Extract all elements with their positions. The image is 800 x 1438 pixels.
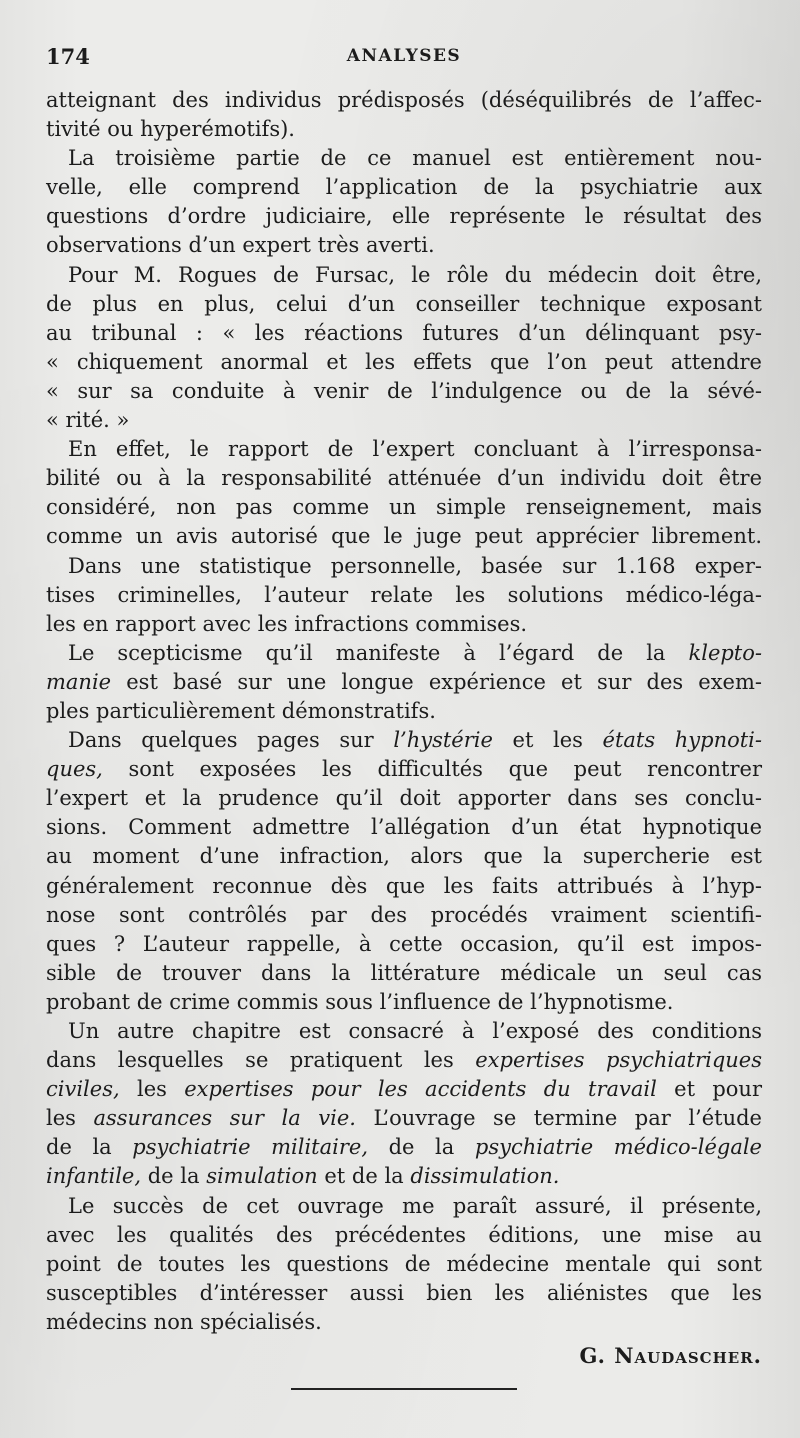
- text-line: « sur sa conduite à venir de l’indulgence ou de la sévé-: [46, 378, 762, 403]
- text-line: questions d’ordre judiciaire, elle représente le résultat des: [46, 204, 762, 229]
- text-line: bilité ou à la responsabilité atténuée d’un individu doit être: [46, 466, 762, 491]
- text-line: observations d’un expert très averti.: [46, 233, 435, 258]
- text-line: considéré, non pas comme un simple renseignement, mais: [46, 495, 762, 520]
- text-line: Pour M. Rogues de Fursac, le rôle du médecin doit être,: [68, 262, 762, 287]
- text-line: point de toutes les questions de médecine mentale qui sont: [46, 1251, 762, 1276]
- running-head: ANALYSES: [346, 46, 462, 66]
- text-line: « rité. »: [46, 408, 130, 433]
- text-line: infantile, de la simulation et de la dissimulation.: [46, 1164, 560, 1189]
- text-line: généralement reconnue dès que les faits attribués à l’hyp-: [46, 873, 762, 898]
- text-line: Le scepticisme qu’il manifeste à l’égard de la klepto-: [68, 640, 762, 665]
- text-line: ques ? L’auteur rappelle, à cette occasion, qu’il est impos-: [46, 931, 762, 956]
- text-line: avec les qualités des précédentes éditions, une mise au: [46, 1222, 762, 1247]
- text-line: Dans quelques pages sur l’hystérie et les états hypnoti-: [68, 728, 762, 753]
- text-line: de la psychiatrie militaire, de la psychiatrie médico-légale: [46, 1135, 762, 1160]
- end-rule: [291, 1388, 517, 1390]
- text-line: susceptibles d’intéresser aussi bien les aliénistes que les: [46, 1280, 762, 1305]
- text-line: les assurances sur la vie. L’ouvrage se termine par l’étude: [46, 1106, 762, 1131]
- article-body: [46, 86, 762, 1371]
- text-line: comme un avis autorisé que le juge peut apprécier librement.: [46, 524, 762, 549]
- text-line: manie est basé sur une longue expérience et sur des exem-: [46, 669, 762, 694]
- text-line: médecins non spécialisés.: [46, 1309, 322, 1334]
- text-line: civiles, les expertises pour les accidents du travail et pour: [46, 1077, 762, 1102]
- text-line: velle, elle comprend l’application de la psychiatrie aux: [46, 175, 762, 200]
- text-line: au tribunal : « les réactions futures d’un délinquant psy-: [46, 320, 762, 345]
- text-line: tises criminelles, l’auteur relate les solutions médico-léga-: [46, 582, 762, 607]
- page-header: [46, 44, 762, 74]
- text-line: au moment d’une infraction, alors que la supercherie est: [46, 844, 762, 869]
- text-line: En effet, le rapport de l’expert concluant à l’irresponsa-: [68, 437, 762, 462]
- text-line: « chiquement anormal et les effets que l’on peut attendre: [46, 349, 762, 374]
- text-line: Un autre chapitre est consacré à l’exposé des conditions: [68, 1019, 762, 1043]
- text-line: nose sont contrôlés par des procédés vraiment scientifi-: [46, 902, 762, 927]
- text-line: les en rapport avec les infractions commises.: [46, 611, 528, 636]
- signature-text: G. Naudascher.: [579, 1343, 762, 1369]
- text-line: sible de trouver dans la littérature médicale un seul cas: [46, 960, 762, 985]
- text-line: Dans une statistique personnelle, basée sur 1.168 exper-: [68, 553, 762, 578]
- page-number: 174: [46, 44, 90, 69]
- text-line: sions. Comment admettre l’allégation d’un état hypnotique: [46, 815, 762, 840]
- text-line: dans lesquelles se pratiquent les expertises psychiatriques: [46, 1048, 762, 1073]
- author-signature: [46, 1337, 762, 1371]
- text-line: atteignant des individus prédisposés (déséquilibrés de l’affec-: [46, 88, 762, 112]
- text-line: ples particulièrement démonstratifs.: [46, 698, 436, 723]
- text-line: ques, sont exposées les difficultés que peut rencontrer: [46, 757, 762, 782]
- text-line: Le succès de cet ouvrage me paraît assuré, il présente,: [68, 1193, 762, 1218]
- text-line: La troisième partie de ce manuel est entièrement nou-: [68, 146, 762, 171]
- text-line: de plus en plus, celui d’un conseiller technique exposant: [46, 291, 762, 316]
- text-line: l’expert et la prudence qu’il doit apporter dans ses conclu-: [46, 786, 762, 811]
- text-line: probant de crime commis sous l’influence de l’hypnotisme.: [46, 989, 674, 1014]
- text-line: tivité ou hyperémotifs).: [46, 117, 295, 142]
